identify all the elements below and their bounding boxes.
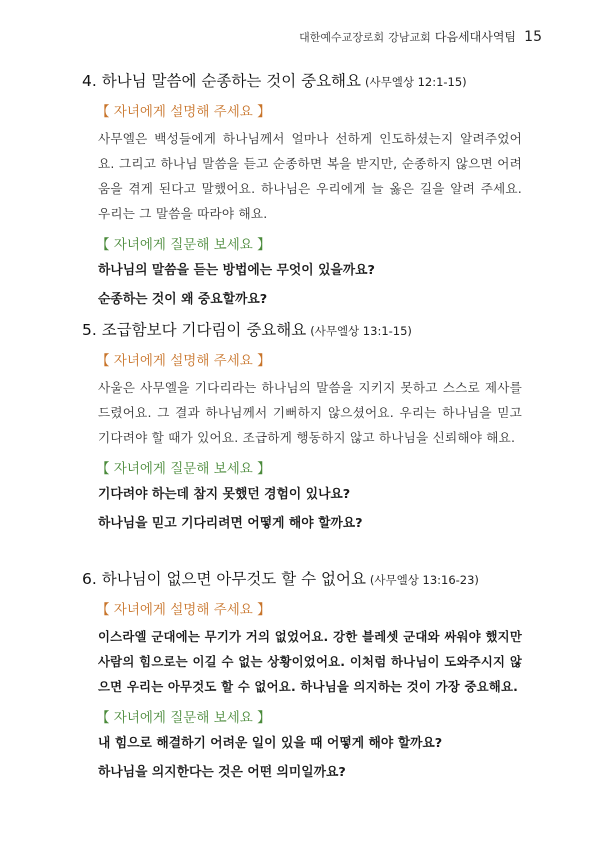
explanation-text: 사울은 사무엘을 기다리라는 하나님의 말씀을 지키지 못하고 스스로 제사를 드렸어요. 그 결과 하나님께서 기뻐하지 않으셨어요. 우리는 하나님을 믿고 기다려야 할 때가 있어요. 조급하게 행동하지 않고 하나님을 신뢰해야 해요.: [98, 380, 522, 445]
explanation-text: 이스라엘 군대에는 무기가 거의 없었어요. 강한 블레셋 군대와 싸워야 했지만 사람의 힘으로는 이길 수 없는 상황이었어요. 이처럼 하나님이 도와주시지 않으면 우리는 아무것도 할 수 없어요. 하나님을 의지하는 것이 가장 중요해요.: [98, 629, 522, 694]
header-church: 강남교회: [388, 31, 431, 44]
section-6: [82, 568, 522, 786]
page-header: [299, 28, 542, 45]
question-item: 하나님을 의지한다는 것은 어떤 의미일까요?: [98, 765, 346, 780]
section-title-text: 5. 조급함보다 기다림이 중요해요: [82, 321, 307, 339]
explain-tag: 【 자녀에게 설명해 주세요 】: [96, 353, 271, 369]
question-item: 하나님을 믿고 기다리려면 어떻게 해야 할까요?: [98, 516, 363, 531]
explain-tag: 【 자녀에게 설명해 주세요 】: [96, 104, 271, 120]
question-item: 기다려야 하는데 참지 못했던 경험이 있나요?: [98, 487, 351, 502]
header-dept: 다음세대사역팀: [434, 30, 517, 44]
explanation-text: 사무엘은 백성들에게 하나님께서 얼마나 선하게 인도하셨는지 알려주었어요. 그리고 하나님 말씀을 듣고 순종하면 복을 받지만, 순종하지 않으면 어려움을 겪게 된다고 말했어요. 하나님은 우리에게 늘 옳은 길을 알려 주세요. 우리는 그 말씀을 따라야 해요.: [98, 131, 522, 221]
question-item: 순종하는 것이 왜 중요할까요?: [98, 292, 268, 307]
section-title-text: 4. 하나님 말씀에 순종하는 것이 중요해요: [82, 72, 361, 90]
section-4: [82, 70, 522, 313]
section-title-text: 6. 하나님이 없으면 아무것도 할 수 없어요: [82, 570, 366, 588]
header-org: 대한예수교장로회: [299, 31, 385, 44]
ask-tag: 【 자녀에게 질문해 보세요 】: [96, 237, 271, 253]
explain-tag: 【 자녀에게 설명해 주세요 】: [96, 602, 271, 618]
section-title: [82, 319, 522, 342]
section-title: [82, 70, 522, 93]
ask-tag: 【 자녀에게 질문해 보세요 】: [96, 461, 271, 477]
question-item: 하나님의 말씀을 듣는 방법에는 무엇이 있을까요?: [98, 263, 375, 278]
section-title: [82, 568, 522, 591]
page-number: 15: [524, 29, 542, 45]
question-item: 내 힘으로 해결하기 어려운 일이 있을 때 어떻게 해야 할까요?: [98, 736, 443, 751]
ask-tag: 【 자녀에게 질문해 보세요 】: [96, 710, 271, 726]
scripture-ref: (사무엘상 13:1-15): [310, 324, 412, 338]
scripture-ref: (사무엘상 12:1-15): [365, 75, 467, 89]
section-5: [82, 319, 522, 537]
scripture-ref: (사무엘상 13:16-23): [369, 573, 479, 587]
